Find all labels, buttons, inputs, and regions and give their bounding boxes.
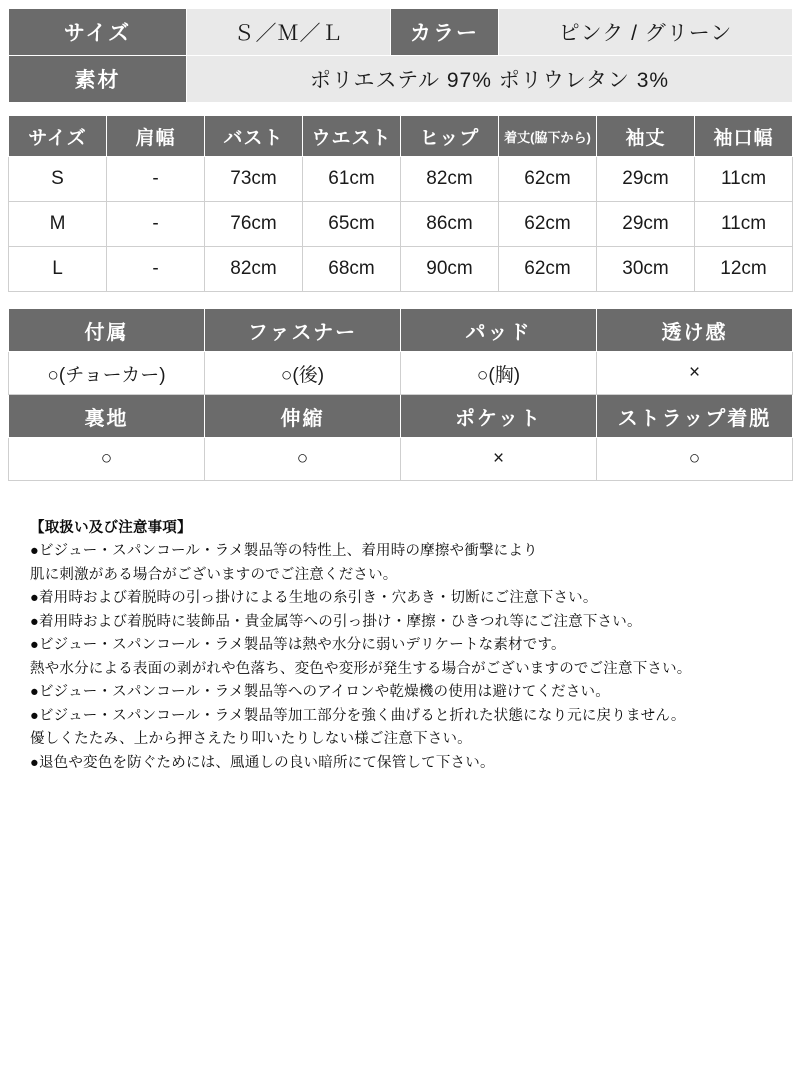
size-row-l-label: L bbox=[9, 247, 107, 292]
detail-label-sheerness: 透け感 bbox=[597, 309, 793, 352]
detail-label-pad: パッド bbox=[401, 309, 597, 352]
size-row-l-waist: 68cm bbox=[303, 247, 401, 292]
table-row bbox=[9, 309, 793, 352]
spec-label-color: カラー bbox=[391, 9, 499, 56]
size-col-size: サイズ bbox=[9, 116, 107, 157]
size-row-s-sleeve: 29cm bbox=[597, 157, 695, 202]
size-col-bust: バスト bbox=[205, 116, 303, 157]
size-row-s-cuff: 11cm bbox=[695, 157, 793, 202]
detail-table bbox=[8, 308, 793, 481]
table-row bbox=[9, 157, 793, 202]
size-row-m-shoulder: - bbox=[107, 202, 205, 247]
care-note-line: ●ビジュー・スパンコール・ラメ製品等は熱や水分に弱いデリケートな素材です。 bbox=[30, 637, 566, 654]
size-row-s-length: 62cm bbox=[499, 157, 597, 202]
size-table-header-row bbox=[9, 116, 793, 157]
spec-label-size: サイズ bbox=[9, 9, 187, 56]
table-row bbox=[9, 352, 793, 395]
care-note-line: ●着用時および着脱時の引っ掛けによる生地の糸引き・穴あき・切断にご注意下さい。 bbox=[30, 590, 598, 607]
spec-value-material: ポリエステル 97% ポリウレタン 3% bbox=[187, 56, 793, 103]
detail-value-lining: ○ bbox=[9, 438, 205, 481]
size-col-cuff-width: 袖口幅 bbox=[695, 116, 793, 157]
care-notes bbox=[30, 517, 792, 775]
care-note-line: 優しくたたみ、上から押さえたり叩いたりしない様ご注意下さい。 bbox=[30, 731, 472, 748]
size-row-l-cuff: 12cm bbox=[695, 247, 793, 292]
detail-value-strap-detach: ○ bbox=[597, 438, 793, 481]
detail-value-pad: ○(胸) bbox=[401, 352, 597, 395]
care-note-line: ●退色や変色を防ぐためには、風通しの良い暗所にて保管して下さい。 bbox=[30, 754, 495, 771]
size-row-s-label: S bbox=[9, 157, 107, 202]
size-col-sleeve-length: 袖丈 bbox=[597, 116, 695, 157]
size-row-m-waist: 65cm bbox=[303, 202, 401, 247]
care-note-line: ●ビジュー・スパンコール・ラメ製品等加工部分を強く曲げると折れた状態になり元に戻りません。 bbox=[30, 707, 686, 724]
spec-label-material: 素材 bbox=[9, 56, 187, 103]
detail-value-stretch: ○ bbox=[205, 438, 401, 481]
table-row bbox=[9, 247, 793, 292]
detail-label-zipper: ファスナー bbox=[205, 309, 401, 352]
table-row bbox=[9, 56, 793, 103]
size-row-m-bust: 76cm bbox=[205, 202, 303, 247]
size-col-hip: ヒップ bbox=[401, 116, 499, 157]
detail-value-zipper: ○(後) bbox=[205, 352, 401, 395]
size-col-length: 着丈(脇下から) bbox=[499, 116, 597, 157]
size-row-s-hip: 82cm bbox=[401, 157, 499, 202]
size-row-m-sleeve: 29cm bbox=[597, 202, 695, 247]
table-row bbox=[9, 9, 793, 56]
size-table bbox=[8, 115, 793, 292]
size-row-m-cuff: 11cm bbox=[695, 202, 793, 247]
size-row-s-shoulder: - bbox=[107, 157, 205, 202]
care-note-line: 熱や水分による表面の剥がれや色落ち、変色や変形が発生する場合がございますのでご注意下さい。 bbox=[30, 660, 692, 677]
detail-label-pocket: ポケット bbox=[401, 395, 597, 438]
table-row bbox=[9, 202, 793, 247]
size-row-l-bust: 82cm bbox=[205, 247, 303, 292]
size-row-m-hip: 86cm bbox=[401, 202, 499, 247]
detail-value-pocket: × bbox=[401, 438, 597, 481]
size-col-shoulder: 肩幅 bbox=[107, 116, 205, 157]
care-note-line: ●ビジュー・スパンコール・ラメ製品等へのアイロンや乾燥機の使用は避けてください。 bbox=[30, 684, 610, 701]
spec-value-color: ピンク / グリーン bbox=[499, 9, 793, 56]
size-col-waist: ウエスト bbox=[303, 116, 401, 157]
care-note-line: ●着用時および着脱時に装飾品・貴金属等への引っ掛け・摩擦・ひきつれ等にご注意下さい。 bbox=[30, 613, 642, 630]
size-row-l-hip: 90cm bbox=[401, 247, 499, 292]
spec-table bbox=[8, 8, 793, 103]
table-row bbox=[9, 438, 793, 481]
table-row bbox=[9, 395, 793, 438]
detail-value-sheerness: × bbox=[597, 352, 793, 395]
detail-label-stretch: 伸縮 bbox=[205, 395, 401, 438]
size-row-l-shoulder: - bbox=[107, 247, 205, 292]
spec-value-size: Ｓ／Ｍ／Ｌ bbox=[187, 9, 391, 56]
care-notes-title: 【取扱い及び注意事項】 bbox=[30, 520, 192, 536]
care-note-line: 肌に刺激がある場合がございますのでご注意ください。 bbox=[30, 566, 398, 583]
care-note-line: ●ビジュー・スパンコール・ラメ製品等の特性上、着用時の摩擦や衝撃により bbox=[30, 543, 538, 560]
size-row-l-length: 62cm bbox=[499, 247, 597, 292]
size-row-m-label: M bbox=[9, 202, 107, 247]
detail-label-accessory: 付属 bbox=[9, 309, 205, 352]
size-row-l-sleeve: 30cm bbox=[597, 247, 695, 292]
detail-label-lining: 裏地 bbox=[9, 395, 205, 438]
detail-value-accessory: ○(チョーカー) bbox=[9, 352, 205, 395]
size-row-s-bust: 73cm bbox=[205, 157, 303, 202]
detail-label-strap-detach: ストラップ着脱 bbox=[597, 395, 793, 438]
size-row-m-length: 62cm bbox=[499, 202, 597, 247]
size-row-s-waist: 61cm bbox=[303, 157, 401, 202]
